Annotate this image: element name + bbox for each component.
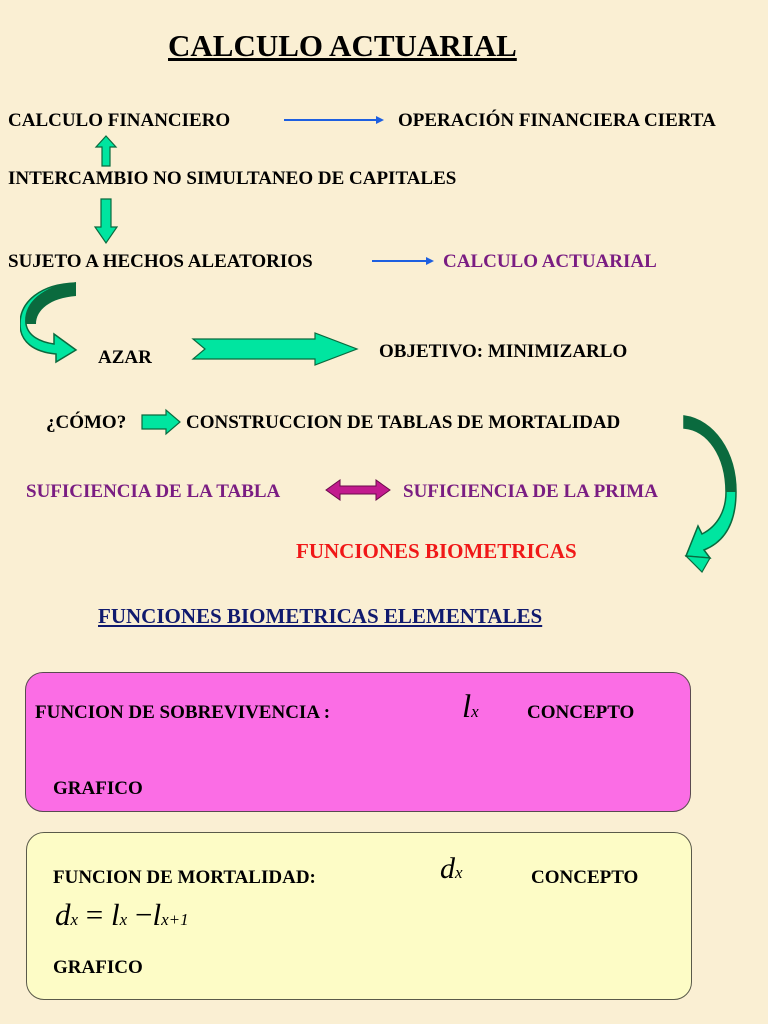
curved-arrow-icon (20, 280, 82, 364)
lx-symbol: lx (462, 689, 479, 725)
block-arrow-icon (140, 408, 182, 436)
concepto-label: CONCEPTO (527, 702, 635, 723)
mortalidad-label: FUNCION DE MORTALIDAD: (53, 867, 316, 888)
mortality-formula: dx = lx −lx+1 (55, 897, 189, 932)
section-heading: FUNCIONES BIOMETRICAS ELEMENTALES (98, 604, 543, 628)
como-label: ¿CÓMO? (46, 412, 127, 433)
suficiencia-prima-label: SUFICIENCIA DE LA PRIMA (403, 481, 658, 502)
arrow-right-icon (282, 112, 386, 128)
objetivo-label: OBJETIVO: MINIMIZARLO (379, 341, 628, 362)
dx-symbol: dx (440, 852, 463, 885)
sobrevivencia-label: FUNCION DE SOBREVIVENCIA : (35, 702, 331, 723)
arrow-right-icon (370, 253, 436, 269)
arrow-up-icon (94, 134, 118, 168)
sujeto-label: SUJETO A HECHOS ALEATORIOS (8, 251, 313, 272)
concepto-label: CONCEPTO (531, 867, 639, 888)
arrow-down-icon (93, 197, 119, 245)
construccion-label: CONSTRUCCION DE TABLAS DE MORTALIDAD (186, 412, 621, 433)
grafico-label: GRAFICO (53, 957, 143, 978)
suficiencia-tabla-label: SUFICIENCIA DE LA TABLA (26, 481, 281, 502)
calculo-actuarial-label: CALCULO ACTUARIAL (443, 251, 657, 272)
grafico-label: GRAFICO (53, 778, 143, 799)
intercambio-label: INTERCAMBIO NO SIMULTANEO DE CAPITALES (8, 168, 457, 189)
block-arrow-icon (191, 331, 361, 367)
calculo-financiero-label: CALCULO FINANCIERO (8, 110, 231, 131)
azar-label: AZAR (98, 347, 152, 368)
curved-arrow-icon (680, 412, 740, 576)
operacion-financiera-label: OPERACIÓN FINANCIERA CIERTA (398, 110, 716, 131)
funciones-biometricas-label: FUNCIONES BIOMETRICAS (296, 539, 577, 563)
double-arrow-icon (324, 478, 392, 502)
page-title: CALCULO ACTUARIAL (168, 28, 517, 63)
